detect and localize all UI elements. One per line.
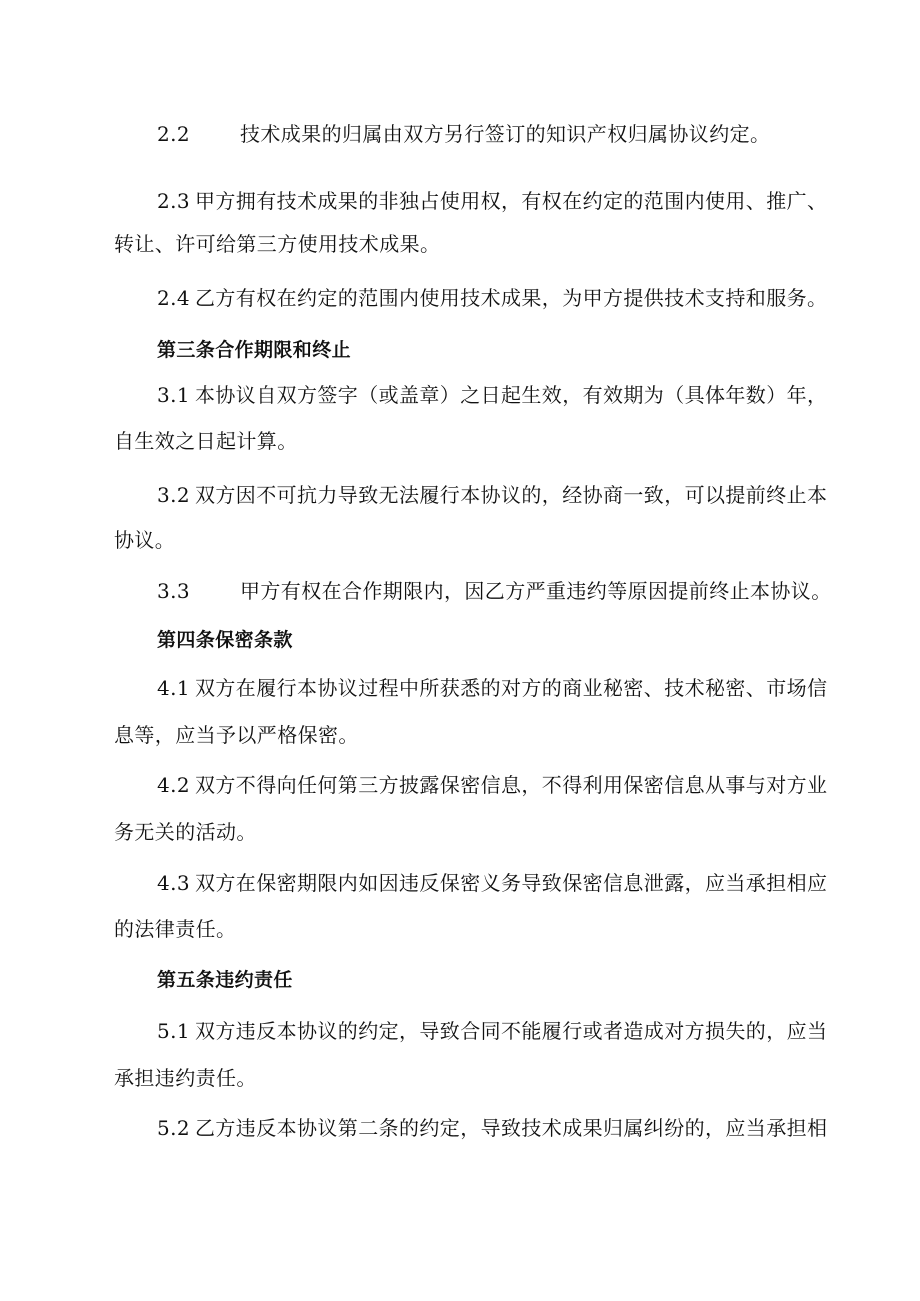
- clause-number: 5.2: [157, 1116, 191, 1140]
- clause-number: 2.2: [157, 122, 191, 146]
- clause-2-4: [157, 284, 857, 312]
- clause-4-2-continuation: 务无关的活动。: [114, 820, 257, 844]
- clause-2-3: [157, 187, 857, 215]
- clause-3-3: [157, 577, 857, 605]
- clause-3-2: [157, 481, 857, 509]
- clause-text: 双方不得向任何第三方披露保密信息，不得利用保密信息从事与对方业: [195, 773, 828, 797]
- clause-number: 3.1: [157, 383, 191, 407]
- clause-number: 4.1: [157, 676, 191, 700]
- clause-3-2-continuation: 协议。: [114, 528, 176, 552]
- clause-4-3: [157, 869, 857, 897]
- clause-text: 乙方违反本协议第二条的约定，导致技术成果归属纠纷的，应当承担相: [195, 1116, 828, 1140]
- clause-text: 技术成果的归属由双方另行签订的知识产权归属协议约定。: [240, 122, 771, 146]
- clause-4-3-continuation: 的法律责任。: [114, 917, 237, 941]
- clause-5-2: [157, 1114, 857, 1142]
- clause-4-1: [157, 674, 857, 702]
- section-heading-5: 第五条违约责任: [157, 969, 293, 991]
- clause-2-3-continuation: 转让、许可给第三方使用技术成果。: [114, 232, 441, 256]
- section-heading-4: 第四条保密条款: [157, 629, 293, 651]
- clause-text: 乙方有权在约定的范围内使用技术成果，为甲方提供技术支持和服务。: [195, 286, 828, 310]
- clause-2-2: [157, 120, 857, 148]
- clause-number: 4.2: [157, 773, 191, 797]
- clause-4-1-continuation: 息等，应当予以严格保密。: [114, 723, 359, 747]
- clause-5-1-continuation: 承担违约责任。: [114, 1066, 257, 1090]
- clause-3-1: [157, 381, 857, 409]
- clause-5-1: [157, 1017, 857, 1045]
- clause-4-2: [157, 771, 857, 799]
- clause-text: 双方违反本协议的约定，导致合同不能履行或者造成对方损失的，应当: [195, 1019, 828, 1043]
- clause-3-1-continuation: 自生效之日起计算。: [114, 429, 298, 453]
- clause-number: 5.1: [157, 1019, 191, 1043]
- clause-number: 2.4: [157, 286, 191, 310]
- clause-text: 双方在履行本协议过程中所获悉的对方的商业秘密、技术秘密、市场信: [195, 676, 828, 700]
- clause-text: 双方因不可抗力导致无法履行本协议的，经协商一致，可以提前终止本: [195, 483, 828, 507]
- clause-number: 3.2: [157, 483, 191, 507]
- clause-number: 4.3: [157, 871, 191, 895]
- clause-text: 甲方有权在合作期限内，因乙方严重违约等原因提前终止本协议。: [240, 579, 832, 603]
- clause-number: 3.3: [157, 579, 191, 603]
- section-heading-3: 第三条合作期限和终止: [157, 339, 352, 361]
- clause-text: 双方在保密期限内如因违反保密义务导致保密信息泄露，应当承担相应: [195, 871, 828, 895]
- clause-number: 2.3: [157, 189, 191, 213]
- clause-text: 本协议自双方签字（或盖章）之日起生效，有效期为（具体年数）年，: [195, 383, 828, 407]
- clause-text: 甲方拥有技术成果的非独占使用权，有权在约定的范围内使用、推广、: [195, 189, 828, 213]
